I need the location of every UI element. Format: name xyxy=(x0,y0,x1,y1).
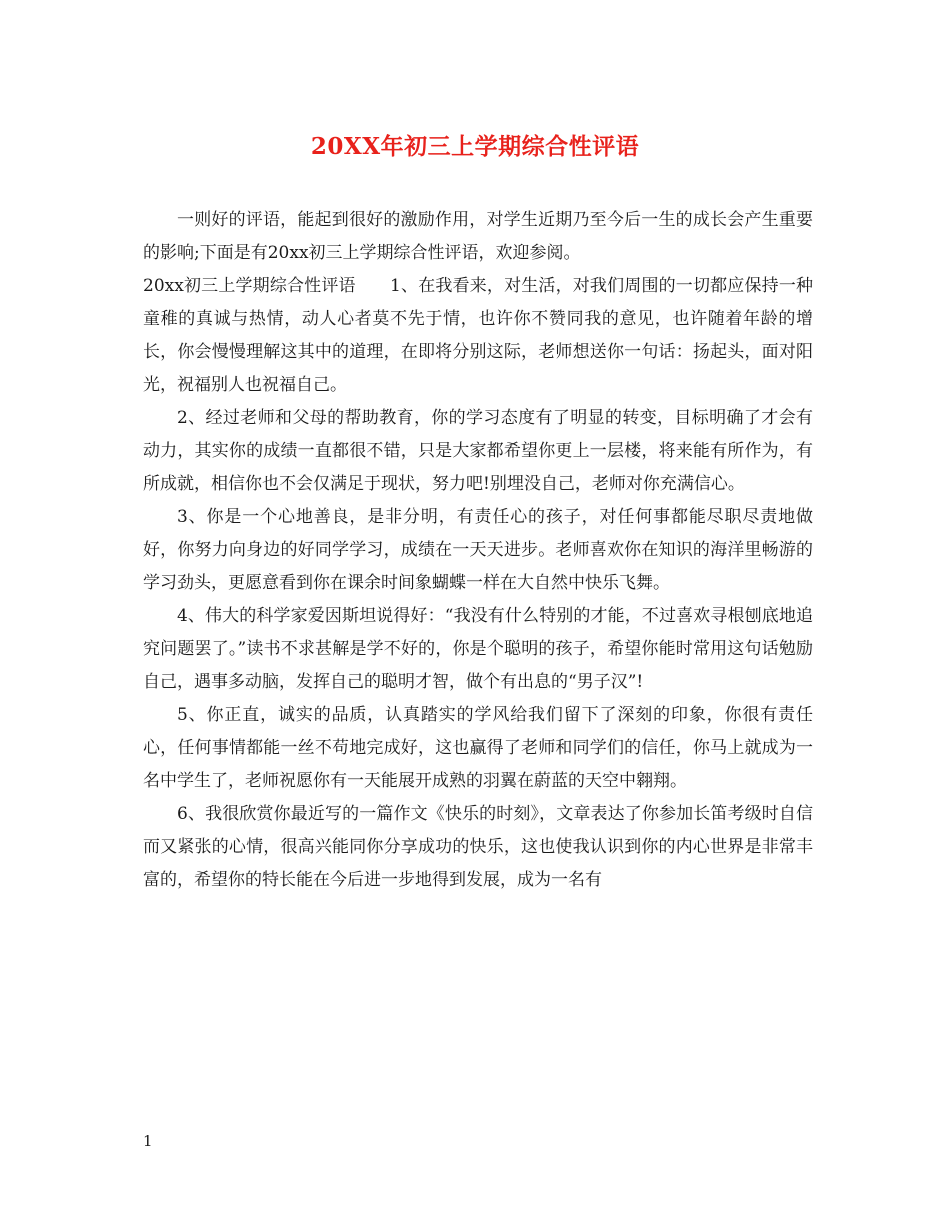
comment-paragraph-1: 20xx初三上学期综合性评语 1、在我看来，对生活，对我们周围的一切都应保持一种童稚的真诚与热情，动人心者莫不先于情，也许你不赞同我的意见，也许随着年龄的增长，你会慢慢理解这其中的道理，在即将分别这际，老师想送你一句话：扬起头，面对阳光，祝福别人也祝福自己。 xyxy=(143,276,813,395)
document-body xyxy=(143,204,813,897)
page-title: 20XX年初三上学期综合性评语 xyxy=(310,133,640,160)
comment-paragraph-6: 6、我很欣赏你最近写的一篇作文《快乐的时刻》，文章表达了你参加长笛考级时自信而又紧张的心情，很高兴能同你分享成功的快乐，这也使我认识到你的内心世界是非常丰富的，希望你的特长能在今后进一步地得到发展，成为一名有 xyxy=(143,804,813,890)
comment-paragraph-2: 2、经过老师和父母的帮助教育，你的学习态度有了明显的转变，目标明确了才会有动力，其实你的成绩一直都很不错，只是大家都希望你更上一层楼，将来能有所作为，有所成就，相信你也不会仅满足于现状，努力吧!别埋没自己，老师对你充满信心。 xyxy=(143,408,813,494)
page-number: 1 xyxy=(143,1132,153,1150)
comment-paragraph-4: 4、伟大的科学家爱因斯坦说得好：“我没有什么特别的才能，不过喜欢寻根刨底地追究问题罢了。”读书不求甚解是学不好的，你是个聪明的孩子，希望你能时常用这句话勉励自己，遇事多动脑，发挥自己的聪明才智，做个有出息的“男子汉”! xyxy=(143,606,813,692)
comment-paragraph-5: 5、你正直，诚实的品质，认真踏实的学风给我们留下了深刻的印象，你很有责任心，任何事情都能一丝不苟地完成好，这也赢得了老师和同学们的信任，你马上就成为一名中学生了，老师祝愿你有一天能展开成熟的羽翼在蔚蓝的天空中翱翔。 xyxy=(143,705,813,791)
intro-paragraph: 一则好的评语，能起到很好的激励作用，对学生近期乃至今后一生的成长会产生重要的影响;下面是有20xx初三上学期综合性评语，欢迎参阅。 xyxy=(143,210,813,263)
comment-paragraph-3: 3、你是一个心地善良，是非分明，有责任心的孩子，对任何事都能尽职尽责地做好，你努力向身边的好同学学习，成绩在一天天进步。老师喜欢你在知识的海洋里畅游的学习劲头，更愿意看到你在课余时间象蝴蝶一样在大自然中快乐飞舞。 xyxy=(143,507,813,593)
